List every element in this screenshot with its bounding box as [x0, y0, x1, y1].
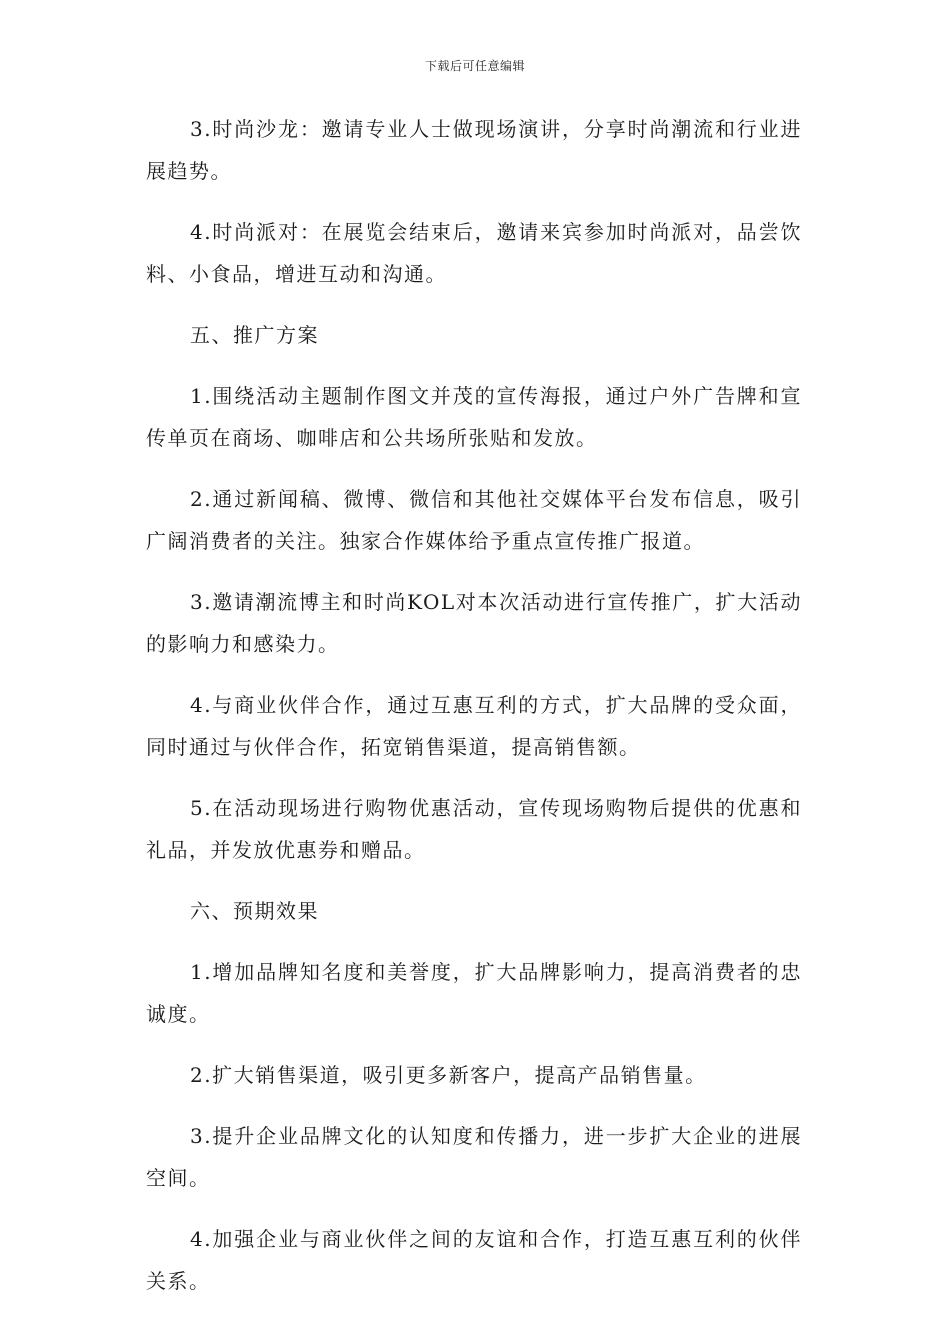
paragraph-promotion-2: 2.通过新闻稿、微博、微信和其他社交媒体平台发布信息，吸引广阔消费者的关注。独家合作媒体给予重点宣传推广报道。: [146, 487, 802, 553]
paragraph-promotion-1: 1.围绕活动主题制作图文并茂的宣传海报，通过户外广告牌和宣传单页在商场、咖啡店和公共场所张贴和发放。: [146, 384, 802, 450]
paragraph-promotion-3: 3.邀请潮流博主和时尚KOL对本次活动进行宣传推广，扩大活动的影响力和感染力。: [146, 590, 802, 656]
page-header-note: 下载后可任意编辑: [424, 59, 525, 73]
paragraph-result-3: 3.提升企业品牌文化的认知度和传播力，进一步扩大企业的进展空间。: [146, 1124, 802, 1190]
paragraph-fashion-party: 4.时尚派对：在展览会结束后，邀请来宾参加时尚派对，品尝饮料、小食品，增进互动和沟通。: [146, 220, 802, 286]
paragraph-fashion-salon: 3.时尚沙龙：邀请专业人士做现场演讲，分享时尚潮流和行业进展趋势。: [146, 117, 802, 183]
section-heading-expected-results: 六、预期效果: [190, 899, 319, 923]
paragraph-promotion-5: 5.在活动现场进行购物优惠活动，宣传现场购物后提供的优惠和礼品，并发放优惠券和赠品。: [146, 796, 802, 862]
paragraph-result-2: 2.扩大销售渠道，吸引更多新客户，提高产品销售量。: [190, 1063, 707, 1087]
paragraph-promotion-4: 4.与商业伙伴合作，通过互惠互利的方式，扩大品牌的受众面，同时通过与伙伴合作，拓宽销售渠道，提高销售额。: [146, 693, 802, 759]
document-body: [146, 108, 802, 1321]
paragraph-result-1: 1.增加品牌知名度和美誉度，扩大品牌影响力，提高消费者的忠诚度。: [146, 960, 802, 1026]
paragraph-result-4: 4.加强企业与商业伙伴之间的友谊和合作，打造互惠互利的伙伴关系。: [146, 1227, 802, 1293]
section-heading-promotion: 五、推广方案: [190, 323, 319, 347]
